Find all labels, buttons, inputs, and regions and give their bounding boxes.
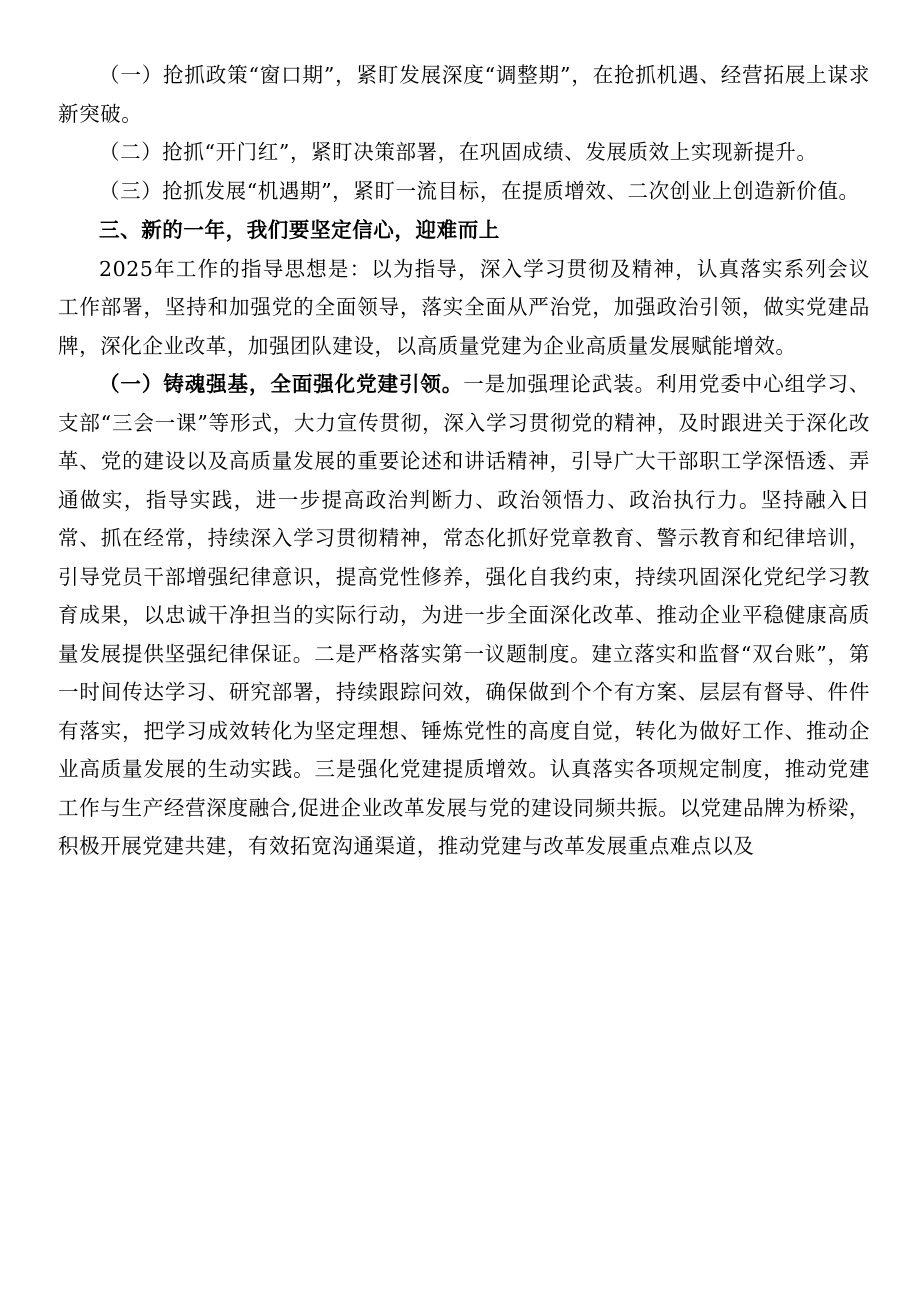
guiding-ideology-paragraph: 2025年工作的指导思想是：以为指导，深入学习贯彻及精神，认真落实系列会议工作部署，坚持和加强党的全面领导，落实全面从严治党，加强政治引领，做实党建品牌，深化企业改革，加强团队建设，以高质量党建为企业高质量发展赋能增效。 [58, 256, 870, 358]
subsection-paragraph-2: （二）抢抓“开门红”，紧盯决策部署，在巩固成绩、发展质效上实现新提升。 [99, 140, 818, 164]
party-building-lead: （一）铸魂强基，全面强化党建引领。 [99, 372, 464, 396]
subsection-paragraph-3: （三）抢抓发展“机遇期”，紧盯一流目标，在提质增效、二次创业上创造新价值。 [99, 178, 860, 203]
party-building-paragraph [58, 365, 870, 866]
section-heading: 三、新的一年，我们要坚定信心，迎难而上 [99, 218, 500, 242]
subsection-paragraph-1: （一）抢抓政策“窗口期”，紧盯发展深度“调整期”，在抢抓机遇、经营拓展上谋求新突破。 [58, 63, 870, 126]
document-page [58, 56, 870, 866]
party-building-body: 一是加强理论武装。利用党委中心组学习、支部“三会一课”等形式，大力宣传贯彻，深入学习贯彻党的精神，及时跟进关于深化改革、党的建设以及高质量发展的重要论述和讲话精神，引导广大干部职工学深悟透、弄通做实，指导实践，进一步提高政治判断力、政治领悟力、政治执行力。坚持融入日常、抓在经常，持续深入学习贯彻精神，常态化抓好党章教育、警示教育和纪律培训，引导党员干部增强纪律意识，提高党性修养，强化自我约束，持续巩固深化党纪学习教育成果，以忠诚干净担当的实际行动，为进一步全面深化改革、推动企业平稳健康高质量发展提供坚强纪律保证。二是严格落实第一议题制度。建立落实和监督“双台账”，第一时间传达学习、研究部署，持续跟踪问效，确保做到个个有方案、层层有督导、件件有落实，把学习成效转化为坚定理想、锤炼党性的高度自觉，转化为做好工作、推动企业高质量发展的生动实践。三是强化党建提质增效。认真落实各项规定制度，推动党建工作与生产经营深度融合,促进企业改革发展与党的建设同频共振。以党建品牌为桥梁，积极开展党建共建，有效拓宽沟通渠道，推动党建与改革发展重点难点以及 [58, 372, 870, 858]
